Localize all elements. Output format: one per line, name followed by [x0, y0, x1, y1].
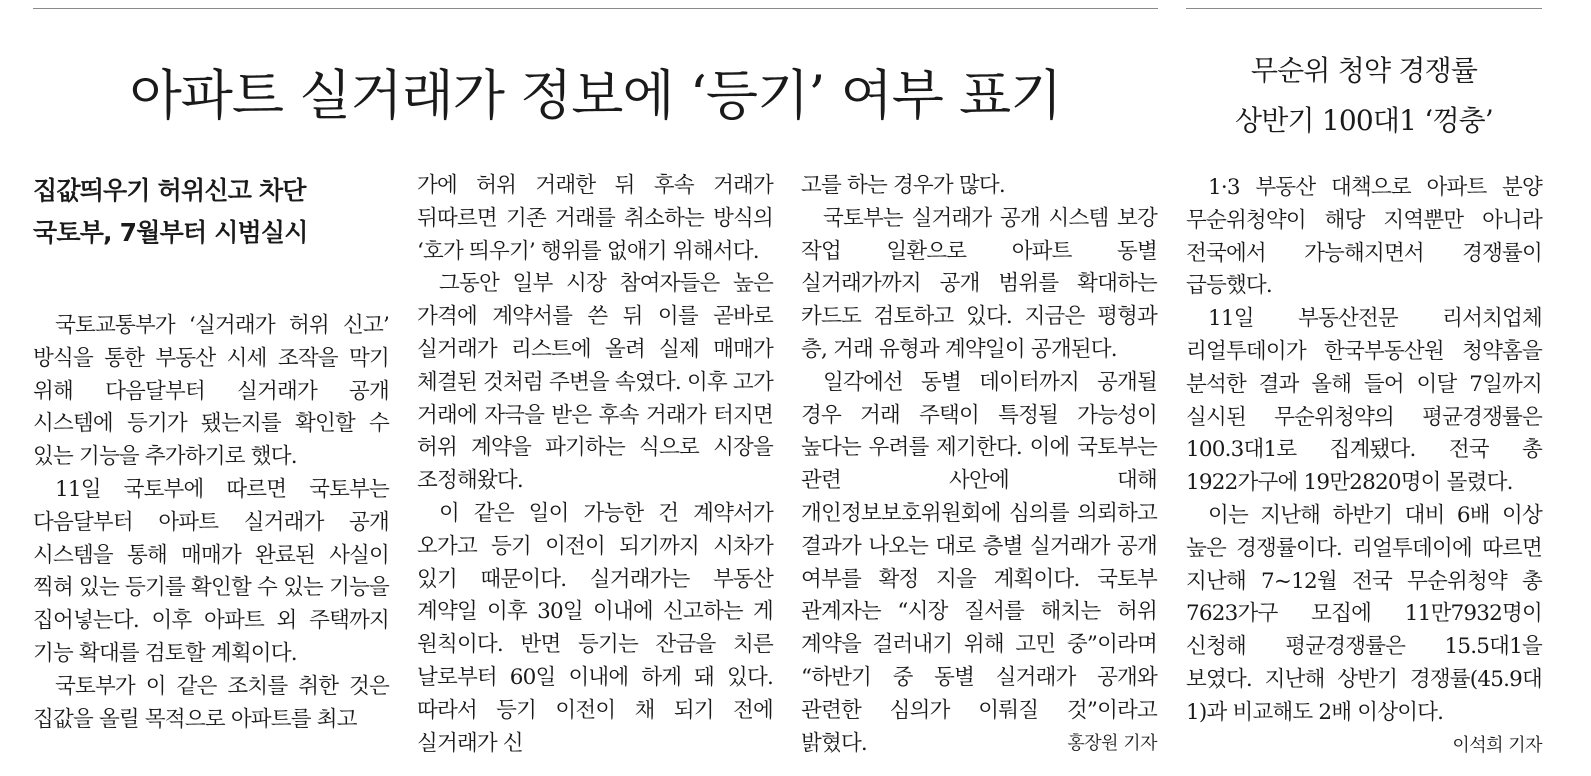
paragraph: 가에 허위 거래한 뒤 후속 거래가 뒤따르면 기존 거래를 취소하는 방식의 ‘호가 띄우기’ 행위를 없애기 위해서다.	[417, 173, 773, 264]
paragraph: 국토교통부가 ‘실거래가 허위 신고’ 방식을 통한 부동산 시세 조작을 막기 위해 다음달부터 실거래가 공개 시스템에 등기가 됐는지를 확인할 수 있는 기능을 추가하기로 했다.	[33, 313, 389, 470]
paragraph: 이 같은 일이 가능한 건 계약서가 오가고 등기 이전이 되기까지 시차가 있기 때문이다. 실거래가는 부동산 계약일 이후 30일 이내에 신고하는 게 원칙이다. 반면 등기는 잔금을 치른 날로부터 60일 이내에 하게 돼 있다. 따라서 등기 이전이 채 되기 전에 실거래가 신	[417, 500, 773, 756]
top-rule-side	[1186, 8, 1542, 9]
side-headline-line: 상반기 100대1 ‘껑충’	[1235, 104, 1493, 137]
main-article-column-2	[417, 170, 773, 760]
main-headline: 아파트 실거래가 정보에 ‘등기’ 여부 표기	[129, 64, 1062, 127]
paragraph	[1186, 500, 1542, 756]
paragraph: 고를 하는 경우가 많다.	[801, 173, 1005, 198]
main-article-column-3	[801, 170, 1157, 760]
main-byline: 홍장원 기자	[1067, 732, 1157, 754]
side-headline	[1186, 46, 1542, 146]
top-rule-main	[33, 8, 1158, 9]
paragraph: 11일 부동산전문 리서치업체 리얼투데이가 한국부동산원 청약홈을 분석한 결과 올해 들어 이달 7일까지 실시된 무순위청약의 평균경쟁률은 100.3대1로 집계됐다. 전국 총 1922가구에 19만2820명이 몰렸다.	[1186, 306, 1542, 496]
paragraph	[801, 367, 1157, 761]
paragraph-text: 이는 지난해 하반기 대비 6배 이상 높은 경쟁률이다. 리얼투데이에 따르면 지난해 7~12월 전국 무순위청약 총 7623가구 모집에 11만7932명이 신청해 평균경쟁률은 15.5대1을 보였다. 지난해 상반기 경쟁률(45.9대 1)과 비교해도 2배 이상이다.	[1186, 502, 1542, 725]
main-article-column-1	[33, 170, 389, 736]
side-article-body	[1186, 172, 1542, 762]
side-byline: 이석희 기자	[1452, 734, 1542, 756]
paragraph-text: 일각에선 동별 데이터까지 공개될 경우 거래 주택이 특정될 가능성이 높다는 우려를 제기한다. 이에 국토부는 관련 사안에 대해 개인정보보호위원회에 심의를 의뢰하고 결과가 나오는 대로 층별 실거래가 공개 여부를 확정 지을 계획이다. 국토부 관계자는 “시장 질서를 해치는 허위 계약을 걸러내기 위해 고민 중”이라며 “하반기 중 동별 실거래가 공개와 관련한 심의가 이뤄질 것”이라고 밝혔다.	[801, 369, 1157, 756]
main-subheadline	[33, 170, 389, 254]
paragraph: 그동안 일부 시장 참여자들은 높은 가격에 계약서를 쓴 뒤 이를 곧바로 실거래가 리스트에 올려 실제 매매가 체결된 것처럼 주변을 속였다. 이후 고가 거래에 자극을 받은 후속 거래가 터지면 허위 계약을 파기하는 식으로 시장을 조정해왔다.	[417, 271, 773, 494]
side-headline-line: 무순위 청약 경쟁률	[1250, 54, 1478, 87]
subheadline-line: 국토부, 7월부터 시범실시	[33, 218, 308, 247]
paragraph: 국토부가 이 같은 조치를 취한 것은 집값을 올릴 목적으로 아파트를 최고	[33, 673, 389, 732]
paragraph: 1·3 부동산 대책으로 아파트 분양 무순위청약이 해당 지역뿐만 아니라 전국에서 가능해지면서 경쟁률이 급등했다.	[1186, 175, 1542, 299]
paragraph: 11일 국토부에 따르면 국토부는 다음달부터 아파트 실거래가 공개 시스템을 통해 매매가 완료된 사실이 찍혀 있는 등기를 확인할 수 있는 기능을 집어넣는다. 이후 아파트 외 주택까지 기능 확대를 검토할 계획이다.	[33, 476, 389, 666]
paragraph: 국토부는 실거래가 공개 시스템 보강 작업 일환으로 아파트 동별 실거래가까지 공개 범위를 확대하는 카드도 검토하고 있다. 지금은 평형과 층, 거래 유형과 계약일이 공개된다.	[801, 205, 1157, 362]
subheadline-line: 집값띄우기 허위신고 차단	[33, 176, 306, 205]
